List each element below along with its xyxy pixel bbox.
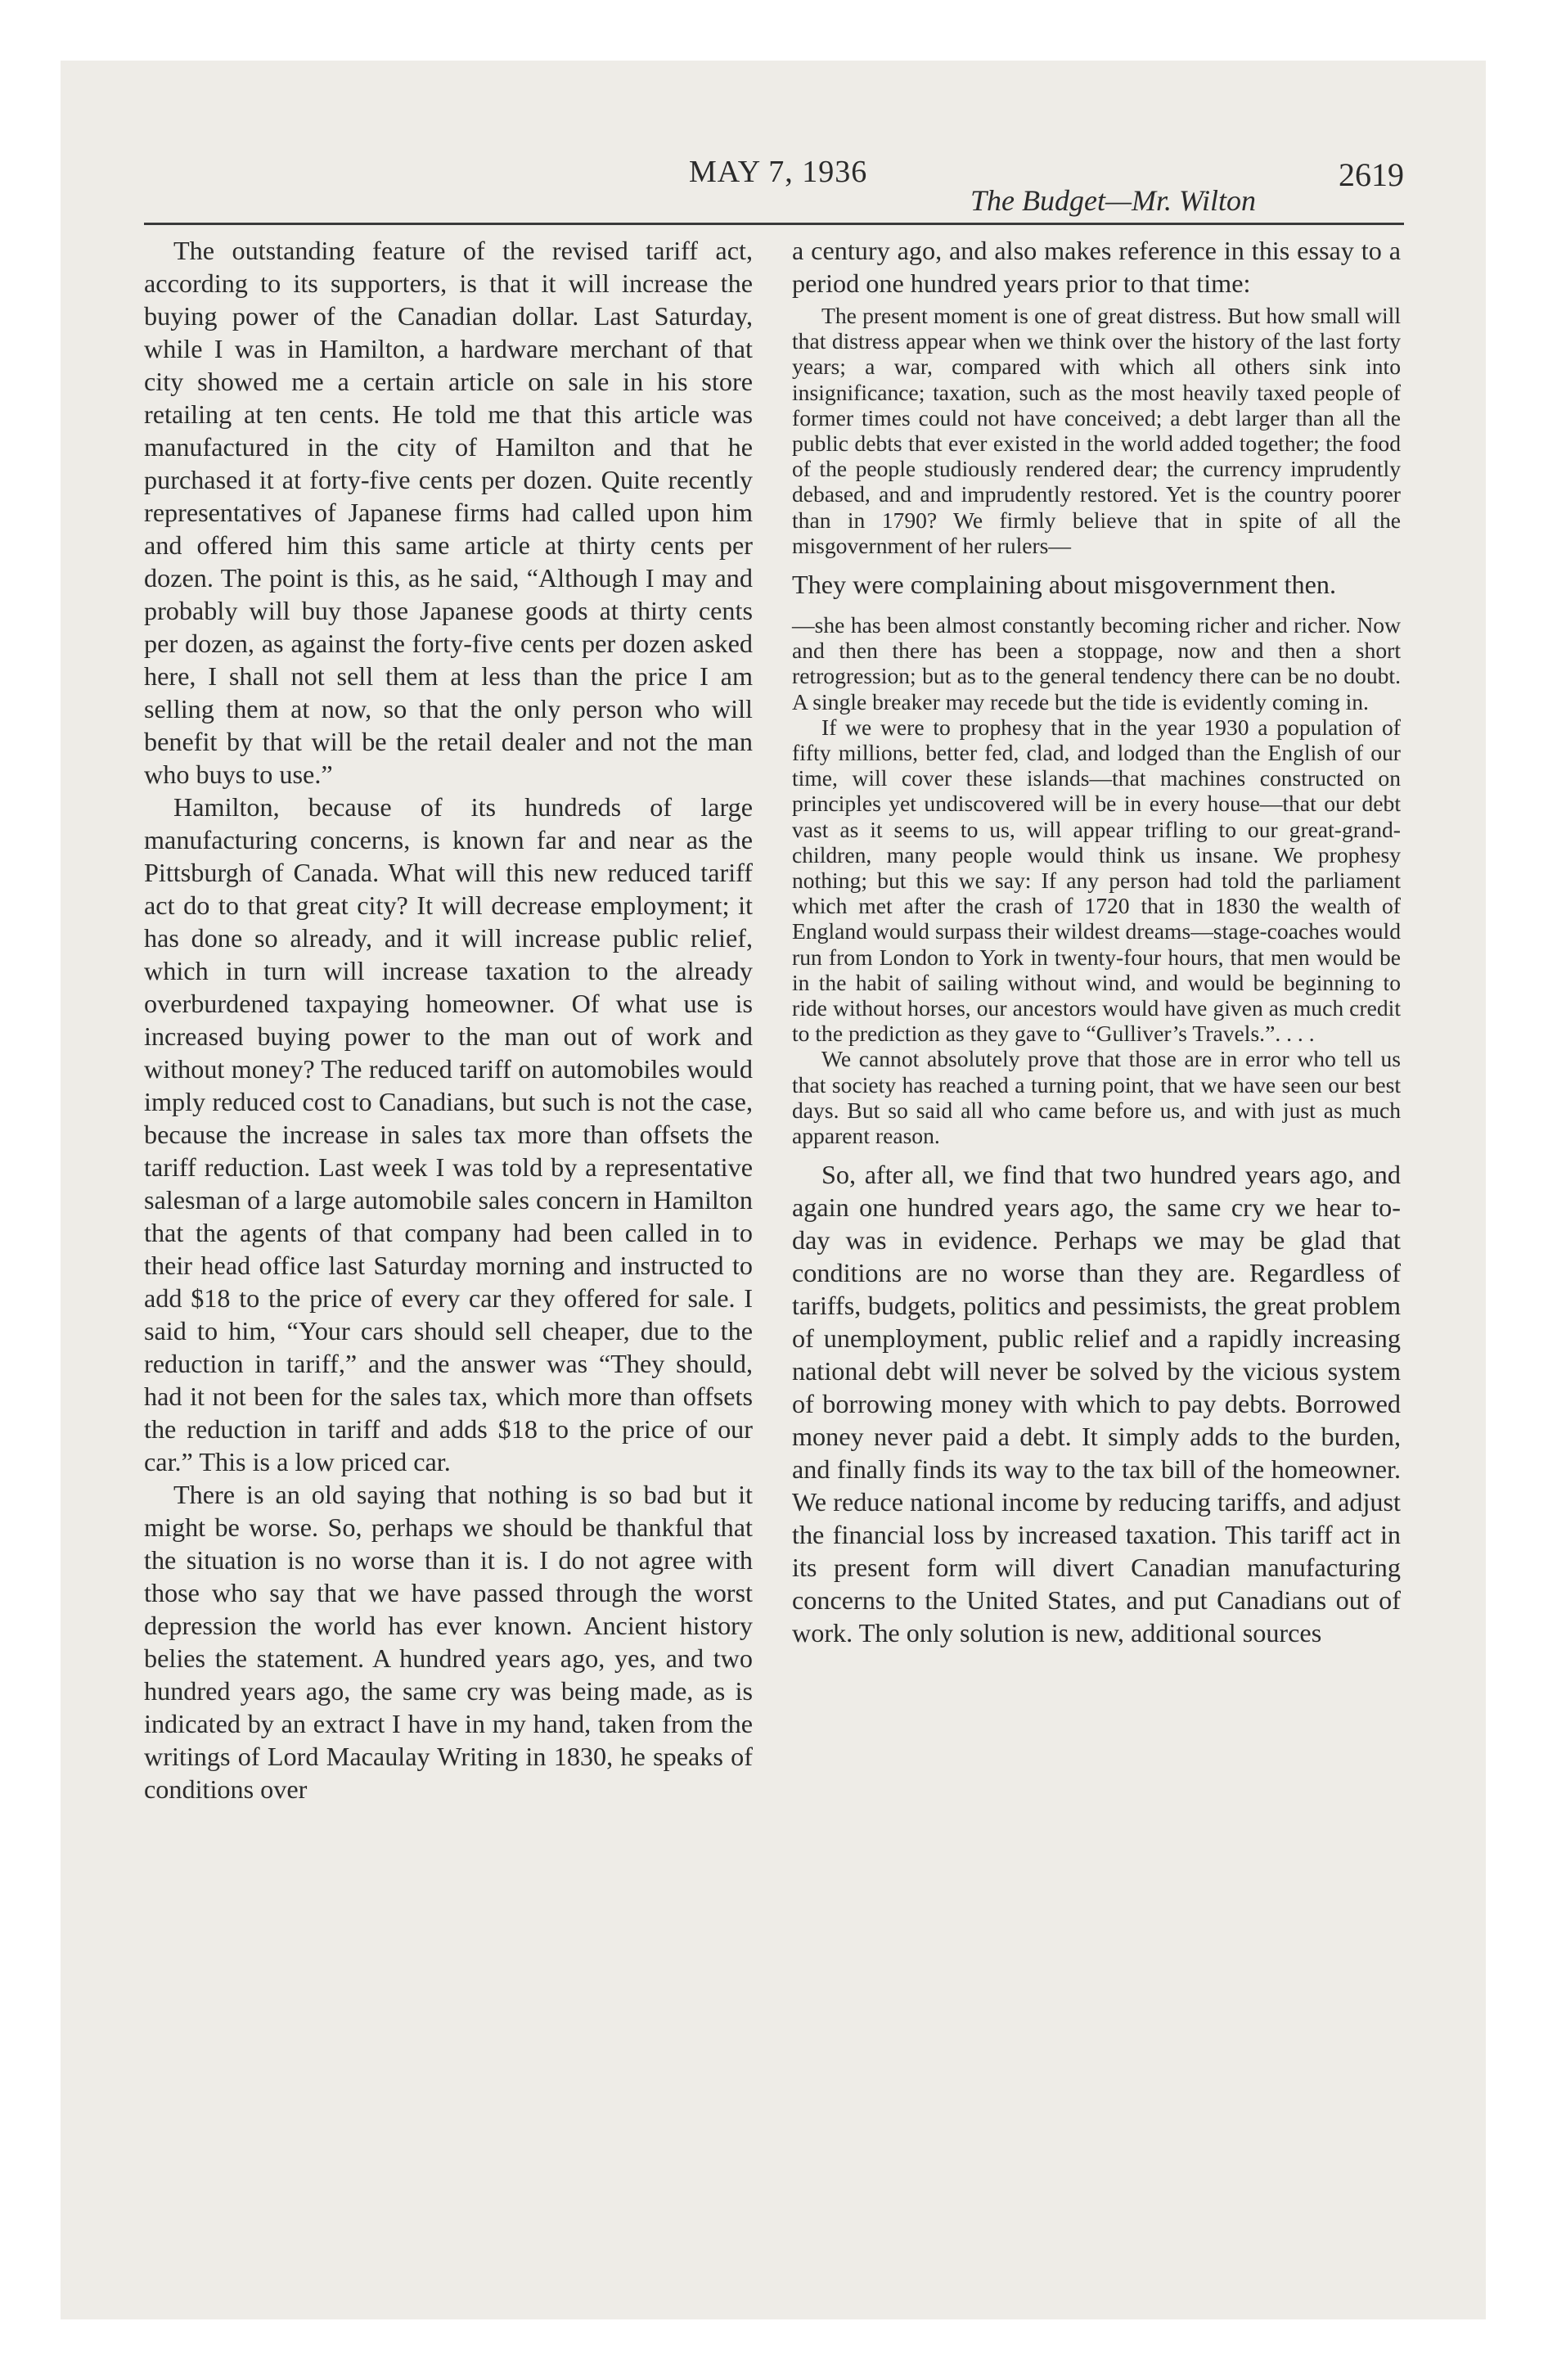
header-page-number: 2619 [1339, 156, 1404, 193]
paragraph: a century ago, and also makes reference in this essay to a period one hundred years prior to that time: [792, 236, 1401, 298]
header-running-title: The Budget—Mr. Wilton [970, 184, 1256, 217]
quotation: The present moment is one of great distress. But how small will that distress appear when we think over the history of the last forty years; a war, compared with which all others sink into insignificance; taxation, such as the most heavily taxed people of former times could not have conceived; a debt larger than all the public debts that ever existed in the world added together; the food of the people studiously rendered dear; the currency imprudently debased, and and imprudently restored. Yet is the country poorer than in 1790? We firmly believe that in spite of all the misgovernment of her rulers— [792, 303, 1401, 558]
quotation: If we were to prophesy that in the year 1930 a population of fifty millions, better fed, clad, and lodged than the English of our time, will cover these islands—that machines constructed on principles yet undiscovered will be in every house—that our debt vast as it seems to us, will appear trifling to our great-grand-children, many people would think us insane. We prophesy nothing; but this we say: If any person had told the parliament which met after the crash of 1720 that in 1830 the wealth of England would surpass their wildest dreams—stage-coaches would run from London to York in twenty-four hours, that men would be in the habit of sailing without wind, and would be beginning to ride without horses, our ancestors would have given as much credit to the prediction as they gave to “Gulliver’s Travels.”. . . . [792, 714, 1401, 1047]
paragraph: There is an old saying that nothing is so bad but it might be worse. So, perhaps we should be thankful that the situation is no worse than it is. I do not agree with those who say that we have passed through the worst depression the world has ever known. Ancient history belies the statement. A hundred years ago, yes, and two hundred years ago, the same cry was being made, as is indicated by an extract I have in my hand, taken from the writings of Lord Macaulay Writing in 1830, he speaks of conditions over [144, 1480, 753, 1804]
paragraph: They were complaining about misgovernment then. [792, 570, 1337, 600]
paragraph: So, after all, we find that two hundred years ago, and again one hundred years ago, the same cry we hear to-day was in evidence. Perhaps we may be glad that conditions are no worse than they are. Regardless of tariffs, budgets, politics and pessimists, the great problem of unemployment, public relief and a rapidly increasing national debt will never be solved by the vicious system of borrowing money with which to pay debts. Borrowed money never paid a debt. It simply adds to the burden, and finally finds its way to the tax bill of the homeowner. We reduce national income by reducing tariffs, and adjust the financial loss by increased taxation. This tariff act in its present form will divert Canadian manufacturing concerns to the United States, and put Canadians out of work. The only solution is new, additional sources [792, 1160, 1401, 1648]
header-rule [144, 223, 1404, 225]
paragraph: Hamilton, because of its hundreds of large manufacturing concerns, is known far and near as the Pittsburgh of Canada. What will this new reduced tariff act do to that great city? It will decrease employment; it has done so already, and it will increase public relief, which in turn will increase taxation to the already overburdened taxpaying homeowner. Of what use is increased buying power to the man out of work and without money? The reduced tariff on automobiles would imply reduced cost to Canadians, but such is not the case, because the increase in sales tax more than offsets the tariff reduction. Last week I was told by a representative salesman of a large automobile sales concern in Hamilton that the agents of that company had been called in to their head office last Saturday morning and instructed to add $18 to the price of every car they offered for sale. I said to him, “Your cars should sell cheaper, due to the reduction in tariff,” and the answer was “They should, had it not been for the sales tax, which more than offsets the reduction in tariff and adds $18 to the price of our car.” This is a low priced car. [144, 792, 753, 1476]
quotation: —she has been almost constantly becoming richer and richer. Now and then there has been a stoppage, now and then a short retrogression; but as to the general tendency there can be no doubt. A single breaker may recede but the tide is evidently coming in. [792, 612, 1401, 714]
quotation: We cannot absolutely prove that those are in error who tell us that society has reached a turning point, that we have seen our best days. But so said all who came before us, and with just as much apparent reason. [792, 1046, 1401, 1149]
paragraph: The outstanding feature of the revised tariff act, according to its supporters, is that it will increase the buying power of the Canadian dollar. Last Saturday, while I was in Hamilton, a hardware merchant of that city showed me a certain article on sale in his store retailing at ten cents. He told me that this article was manufactured in the city of Hamilton and that he purchased it at forty-five cents per dozen. Quite recently representatives of Japanese firms had called upon him and offered him this same article at thirty cents per dozen. The point is this, as he said, “Although I may and probably will buy those Japanese goods at thirty cents per dozen, as against the forty-five cents per dozen asked here, I shall not sell them at less than the price I am selling them at now, so that the only person who will benefit by that will be the retail dealer and not the man who buys to use.” [144, 236, 753, 789]
right-column [792, 234, 1401, 1649]
header-date: MAY 7, 1936 [689, 155, 868, 189]
page-header [144, 154, 1404, 217]
left-column [144, 234, 753, 1805]
